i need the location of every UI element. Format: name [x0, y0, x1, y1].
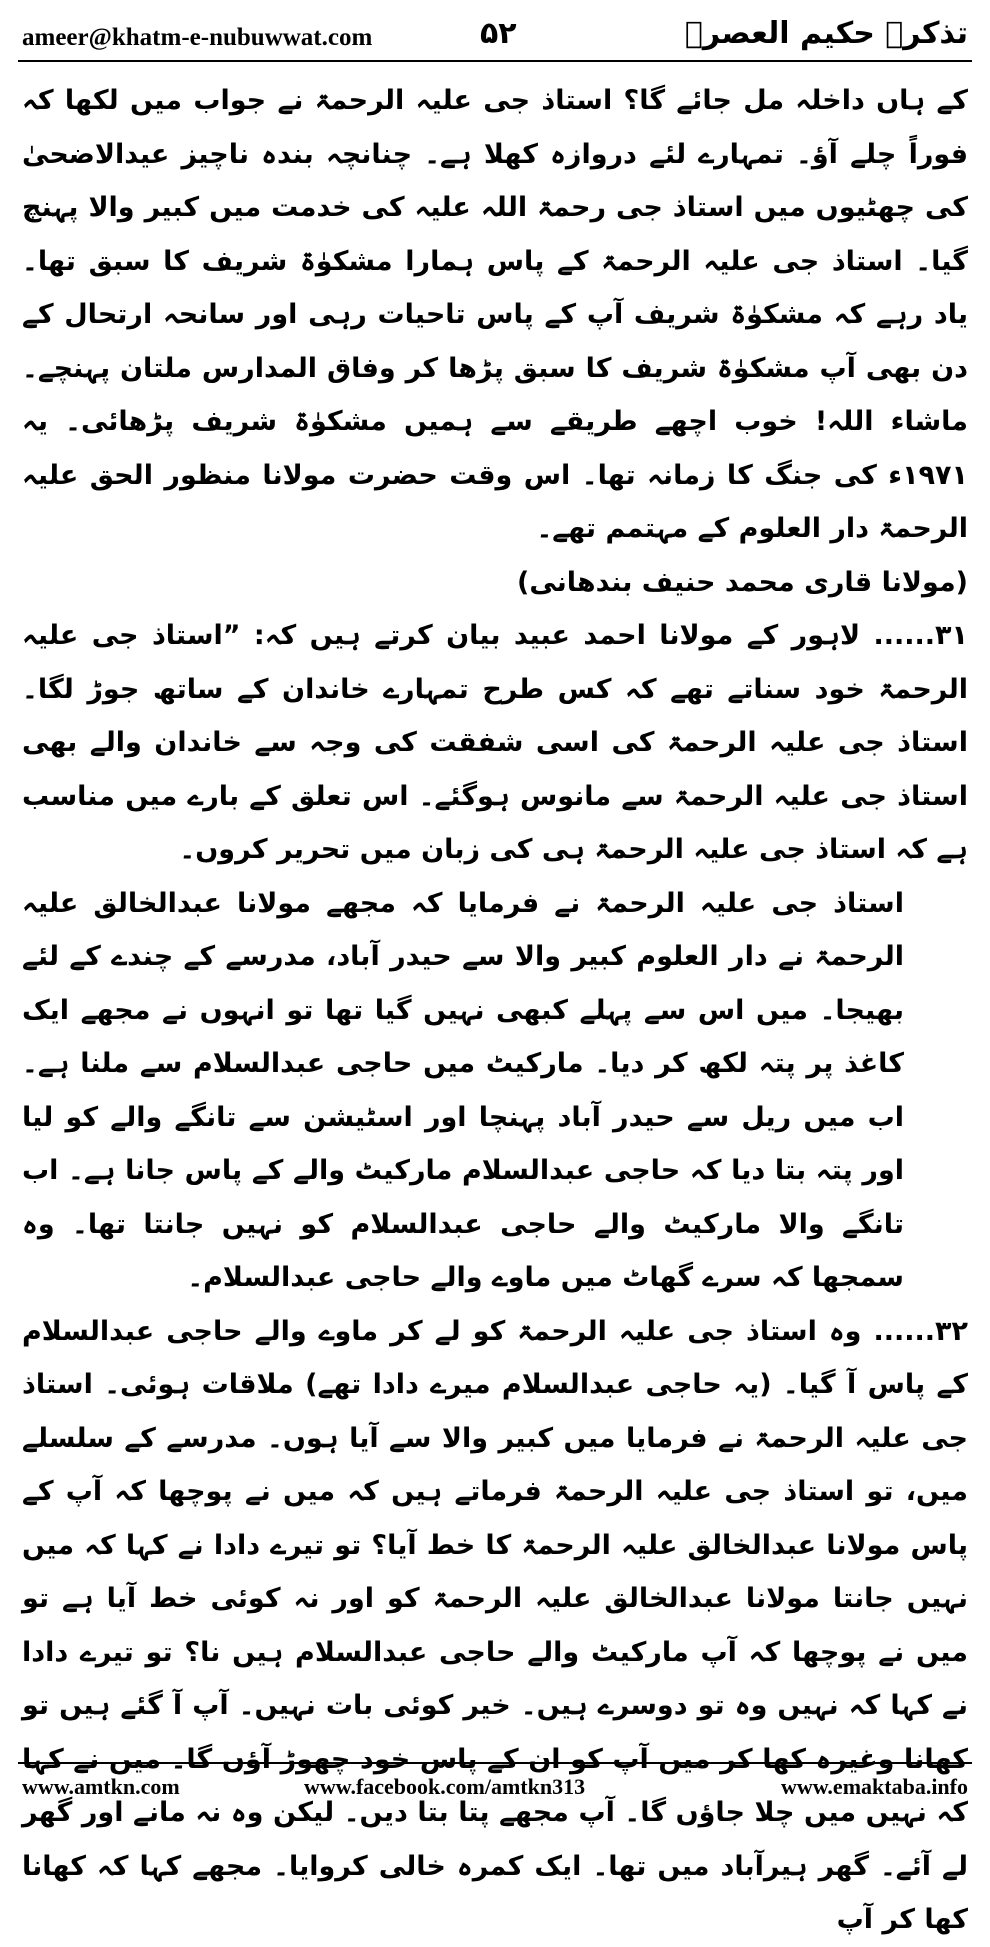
paragraph-31: ۳۱...... لاہور کے مولانا احمد عبید بیان کرتے ہیں کہ: ”استاذ جی علیہ الرحمۃ خود سناتے تھے کہ کس طرح تمہارے خاندان کے ساتھ جوڑ لگا۔ استاذ جی علیہ الرحمۃ کی اسی شفقت کی وجہ سے خاندان والے بھی استاذ جی علیہ الرحمۃ سے مانوس ہوگئے۔ اس تعلق کے بارے میں مناسب ہے کہ استاذ جی علیہ الرحمۃ ہی کی زبان میں تحریر کروں۔	[22, 620, 968, 865]
paragraph-quote: استاذ جی علیہ الرحمۃ نے فرمایا کہ مجھے مولانا عبدالخالق علیہ الرحمۃ نے دار العلوم کبیر والا سے حیدر آباد، مدرسے کے چندے کے لئے بھیجا۔ میں اس سے پہلے کبھی نہیں گیا تھا تو انہوں نے مجھے ایک کاغذ پر پتہ لکھ کر دیا۔ مارکیٹ میں حاجی عبدالسلام سے ملنا ہے۔ اب میں ریل سے حیدر آباد پہنچا اور اسٹیشن سے تانگے والے کو لیا اور پتہ بتا دیا کہ حاجی عبدالسلام مارکیٹ والے کے پاس جانا ہے۔ اب تانگے والا مارکیٹ والے حاجی عبدالسلام کو نہیں جانتا تھا۔ وہ سمجھا کہ سرے گھاٹ میں ماوے والے حاجی عبدالسلام۔	[22, 887, 904, 1293]
page-footer	[18, 1762, 972, 1808]
header-email: ameer@khatm-e-nubuwwat.com	[22, 24, 373, 51]
paragraph-32: ۳۲...... وہ استاذ جی علیہ الرحمۃ کو لے کر ماوے والے حاجی عبدالسلام کے پاس آ گیا۔ (یہ حاجی عبدالسلام میرے دادا تھے) ملاقات ہوئی۔ استاذ جی علیہ الرحمۃ نے فرمایا میں کبیر والا سے آیا ہوں۔ مدرسے کے سلسلے میں، تو استاذ جی علیہ الرحمۃ فرماتے ہیں کہ میں نے پوچھا کہ آپ کے پاس مولانا عبدالخالق علیہ الرحمۃ کا خط آیا؟ تو تیرے دادا نے کہا کہ میں نہیں جانتا مولانا عبدالخالق علیہ الرحمۃ کو اور نہ کوئی خط آیا ہے تو میں نے پوچھا کہ آپ مارکیٹ والے حاجی عبدالسلام ہیں نا؟ تو تیرے دادا نے کہا کہ نہیں وہ تو دوسرے ہیں۔ خیر کوئی بات نہیں۔ آپ آ گئے ہیں تو کھانا وغیرہ کھا کر میں آپ کو ان کے پاس خود چھوڑ آؤں گا۔ میں نے کہا کہ نہیں میں چلا جاؤں گا۔ آپ مجھے پتا بتا دیں۔ لیکن وہ نہ مانے اور گھر لے آئے۔ گھر ہیرآباد میں تھا۔ ایک کمرہ خالی کروایا۔ مجھے کہا کہ کھانا کھا کر آپ	[22, 1315, 968, 1935]
paragraph-continuation: کے ہاں داخلہ مل جائے گا؟ استاذ جی علیہ الرحمۃ نے جواب میں لکھا کہ فوراً چلے آؤ۔ تمہارے لئے دروازہ کھلا ہے۔ چنانچہ بندہ ناچیز عیدالاضحیٰ کی چھٹیوں میں استاذ جی رحمۃ اللہ علیہ کی خدمت میں کبیر والا پہنچ گیا۔ استاذ جی علیہ الرحمۃ کے پاس ہمارا مشکوٰۃ شریف کا سبق تھا۔ یاد رہے کہ مشکوٰۃ شریف آپ کے پاس تاحیات رہی اور سانحہ ارتحال کے دن بھی آپ مشکوٰۃ شریف کا سبق پڑھا کر وفاق المدارس ملتان پہنچے۔ ماشاء اللہ! خوب اچھے طریقے سے ہمیں مشکوٰۃ شریف پڑھائی۔ یہ ۱۹۷۱ء کی جنگ کا زمانہ تھا۔ اس وقت حضرت مولانا منظور الحق علیہ الرحمۃ دار العلوم کے مہتمم تھے۔	[22, 85, 968, 544]
footer-link-emaktaba[interactable]: www.emaktaba.info	[780, 1774, 968, 1799]
footer-link-facebook[interactable]: www.facebook.com/amtkn313	[304, 1774, 586, 1799]
page-header	[18, 14, 972, 62]
attribution-line: (مولانا قاری محمد حنیف بندھانی)	[516, 566, 968, 598]
page-number: ۵۲	[480, 16, 517, 51]
page-body	[22, 74, 968, 1947]
footer-link-amtkn[interactable]: www.amtkn.com	[22, 1774, 180, 1799]
book-title: تذکرہ حکیم العصرؒ	[684, 16, 968, 51]
